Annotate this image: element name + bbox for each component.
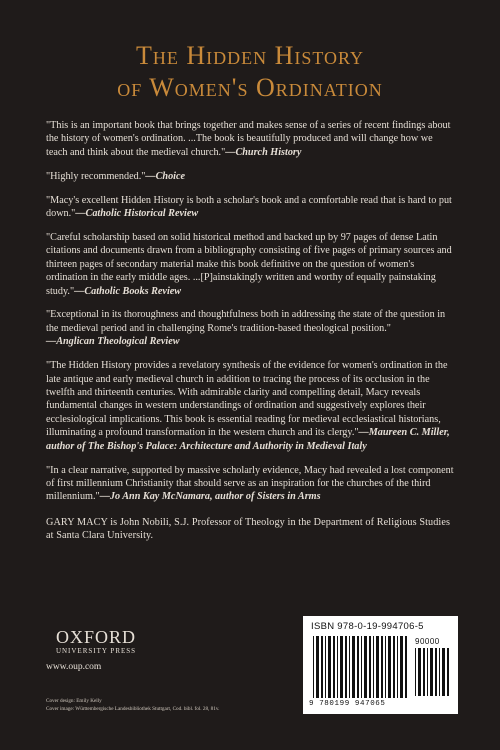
quote-text: "Macy's excellent Hidden History is both a scholar's book and a comfortable read that is hard to put down."	[46, 194, 452, 220]
quote-source: —Catholic Historical Review	[75, 208, 199, 220]
quote-text: "In a clear narrative, supported by massive scholarly evidence, Macy had revealed a lost component of first millennium Christianity that should serve as an inspiration for the churches of the third millennium."	[46, 464, 454, 503]
title-line-2: of Women's Ordination	[117, 73, 383, 102]
isbn-label: ISBN 978-0-19-994706-5	[311, 621, 424, 632]
cover-credits	[46, 697, 219, 713]
review-quote	[46, 231, 456, 298]
publisher-name: OXFORD	[55, 627, 136, 647]
book-title	[0, 40, 500, 104]
quote-source: —Jo Ann Kay McNamara, author of Sisters in Arms	[99, 491, 321, 503]
review-quote	[46, 194, 456, 221]
quote-text: "The Hidden History provides a revelatory synthesis of the evidence for women's ordination in the late antique and early medieval church in addition to tracing the process of its occlusion in the twelfth and thirteenth centuries. With admirable clarity and compelling detail, Macy reveals fundamental changes in western understandings of ordination and suggestively explores their ecclesiological implications. This book is essential reading for medieval ecclesiastical historians, illuminating a profound transformation in the western church and its clergy."	[46, 360, 448, 439]
barcode-panel	[303, 616, 458, 714]
ean-barcode-icon	[313, 636, 411, 702]
quote-text: "This is an important book that brings together and makes sense of a series of recent findings about the history of women's ordination. ...The book is beautifully produced and will change how we teach and think about the medieval church."	[46, 120, 451, 158]
title-line-1: The Hidden History	[135, 41, 365, 70]
review-quote	[46, 170, 456, 183]
publisher-url: www.oup.com	[46, 662, 102, 672]
publisher-logo	[46, 628, 146, 655]
review-quotes	[46, 119, 456, 553]
barcode-digits: 9 780199 947065	[309, 700, 386, 708]
quote-source: —Maureen C. Miller, author of The Bishop's Palace: Architecture and Authority in Medieval Italy	[46, 427, 450, 452]
quote-text: "Careful scholarship based on solid historical method and backed up by 97 pages of dense Latin citations and documents drawn from a bibliography consisting of five pages of primary sources and thirteen pages of secondary material make this book definitive on the question of women's ordination in the early middle ages. ...[P]ainstakingly written and worthy of equally painstaking study."	[46, 231, 452, 297]
quote-source: —Choice	[145, 170, 186, 182]
quote-source: —Anglican Theological Review	[46, 336, 180, 348]
quote-source: —Catholic Books Review	[74, 285, 182, 297]
quote-text: "Exceptional in its thoroughness and thoughtfulness both in addressing the state of the question in the medieval period and in challenging Rome's tradition-based theological position."	[46, 309, 446, 334]
review-quote	[46, 308, 456, 348]
review-quote	[46, 359, 456, 453]
quote-text: "Highly recommended."	[46, 170, 146, 182]
quote-source: —Church History	[225, 146, 302, 158]
cover-image-credit: Cover image: Württembergische Landesbibliothek Stuttgart, Cod. bibl. fol. 28, 81v.	[46, 706, 220, 712]
cover-design-credit: Cover design: Emily Kelly	[46, 698, 102, 704]
publisher-subtitle: UNIVERSITY PRESS	[55, 647, 137, 655]
author-bio: GARY MACY is John Nobili, S.J. Professor of Theology in the Department of Religious Studies at Santa Clara University.	[46, 516, 451, 542]
review-quote	[46, 119, 456, 159]
review-quote	[46, 464, 456, 504]
addon-code: 90000	[415, 637, 440, 646]
